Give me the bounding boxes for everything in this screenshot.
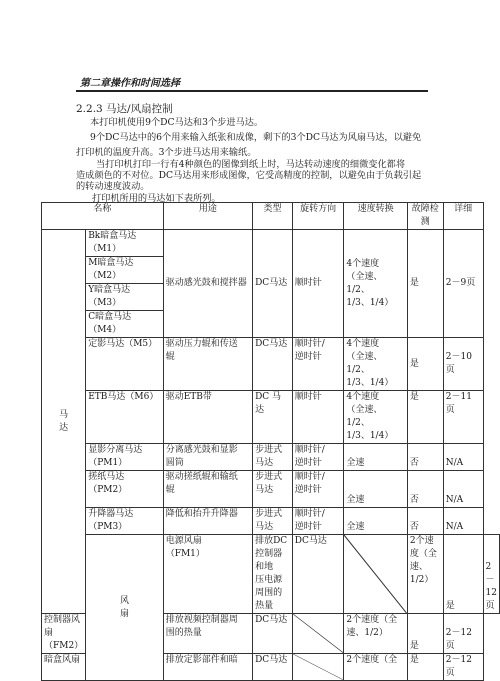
type-cell: DC马达 <box>253 654 293 681</box>
name-cell: 控制器风扇 （FM2） <box>42 614 86 654</box>
name-cell: 电源风扇 （FM1） <box>163 535 252 614</box>
table-row <box>42 230 500 257</box>
type-cell: 步进式 马达 <box>253 471 293 508</box>
name-cell: Y暗盒马达 （M3） <box>86 284 164 311</box>
use-cell: 降低和抬升升降器 <box>163 508 252 535</box>
detect-cell: 是 <box>407 338 443 391</box>
dir-cell: 顺时针 <box>292 230 344 338</box>
use-cell: 驱动ETB带 <box>163 391 252 444</box>
detect-cell: 是 <box>407 654 443 681</box>
para2-line2: 造成颜色的不对位。DC马达用来形成图像，它受高精度的控制，以避免由于负载引起 <box>76 170 422 181</box>
name-cell: 升降器马达 （PM3） <box>86 508 164 535</box>
dir-cell: 顺时针/ 逆时针 <box>292 508 344 535</box>
name-cell: 显影分离马达 （PM1） <box>86 444 164 471</box>
col-name: 名称 <box>42 203 164 230</box>
use-cell: 排放DC控制器和地 压电源周围的热量 <box>253 535 293 614</box>
detail-cell: N/A <box>443 471 483 508</box>
type-cell: DC马达 <box>253 614 293 654</box>
para2-line3: 的转动速度波动。 <box>76 181 150 192</box>
col-speed: 速度转换 <box>344 203 408 230</box>
col-detail: 详细 <box>443 203 483 230</box>
use-cell: 排放视频控制器周 围的热量 <box>163 614 252 654</box>
speed-cell: 4个速度 （全速、1/2、 1/3、1/4） <box>344 338 408 391</box>
use-cell: 排放定影部件和暗 <box>163 654 252 681</box>
use-cell: 分离感光鼓和显影 圆筒 <box>163 444 252 471</box>
speed-cell: 全速 <box>344 444 408 471</box>
diagonal-line <box>293 614 344 653</box>
table-row <box>42 535 500 614</box>
table-row <box>42 391 500 444</box>
speed-cell: 4个速度 （全速、1/2、 1/3、1/4） <box>344 230 408 338</box>
name-cell: 搓纸马达 （PM2） <box>86 471 164 508</box>
col-type: 类型 <box>253 203 293 230</box>
dir-cell: 顺时针/ 逆时针 <box>292 471 344 508</box>
detect-cell: 是 <box>407 614 443 654</box>
detect-cell: 是 <box>407 391 443 444</box>
type-cell: DC马达 <box>292 535 344 614</box>
table-row <box>42 508 500 535</box>
speed-cell: 2个速度（全 <box>344 654 408 681</box>
name-cell: C暗盒马达 （M4） <box>86 311 164 338</box>
para1-line3: 打印机的温度升高。3个步进马达用来输纸。 <box>76 147 257 158</box>
speed-cell: 2个速度（全 速、1/2） <box>407 535 443 614</box>
speed-cell: 4个速度 （全速、1/2、 1/3、1/4） <box>344 391 408 444</box>
para1-line1: 本打印机使用9个DC马达和3个步进马达。 <box>90 117 264 128</box>
dir-cell: 顺时针 <box>292 391 344 444</box>
type-cell: 步进式 马达 <box>253 508 293 535</box>
type-cell: DC马达 <box>253 338 293 391</box>
detect-cell: 是 <box>407 230 443 338</box>
detail-cell: 2－10页 <box>443 338 483 391</box>
diagonal-line <box>293 654 344 680</box>
detect-cell: 否 <box>407 508 443 535</box>
name-cell: ETB马达（M6） <box>86 391 164 444</box>
dir-cell: 顺时针/ 逆时针 <box>292 338 344 391</box>
detail-cell: 2－12页 <box>443 654 483 681</box>
chapter-header: 第二章操作和时间选择 <box>80 78 180 89</box>
table-row <box>42 338 500 391</box>
name-cell: 定影马达（M5） <box>86 338 164 391</box>
detail-cell: N/A <box>443 508 483 535</box>
speed-cell: 全速 <box>344 471 408 508</box>
para3: 打印机所用的马达如下表所列。 <box>92 193 221 204</box>
use-cell: 驱动压力辊和传送 辊 <box>163 338 252 391</box>
section-heading: 2.2.3 马达/风扇控制 <box>76 103 173 115</box>
detail-cell: 2－11页 <box>443 391 483 444</box>
name-cell: M暗盒马达 （M2） <box>86 257 164 284</box>
detect-cell: 是 <box>443 535 483 614</box>
diagonal-line <box>344 535 407 613</box>
speed-cell: 2个速度（全 速、1/2） <box>344 614 408 654</box>
group-motor-label: 马 达 <box>42 230 86 614</box>
motor-table <box>41 202 500 681</box>
detail-cell: 2－12页 <box>483 535 499 614</box>
table-row <box>42 471 500 508</box>
table-row <box>42 444 500 471</box>
use-cell: 驱动搓纸辊和输纸 辊 <box>163 471 252 508</box>
dir-empty-cell <box>344 535 408 614</box>
dir-empty-cell <box>292 614 344 654</box>
type-cell: 步进式 马达 <box>253 444 293 471</box>
detect-cell: 否 <box>407 444 443 471</box>
name-cell: 暗盒风扇 <box>42 654 86 681</box>
para1-line2: 9个DC马达中的6个用来输入纸张和成像，剩下的3个DC马达为风扇马达，以避免 <box>90 132 422 143</box>
detect-cell: 否 <box>407 471 443 508</box>
header-rule <box>76 90 428 92</box>
col-use: 用途 <box>163 203 252 230</box>
detail-cell: 2－9页 <box>443 230 483 338</box>
use-cell: 驱动感光鼓和搅拌器 <box>163 230 252 338</box>
col-direction: 旋转方向 <box>292 203 344 230</box>
type-cell: DC马达 <box>253 230 293 338</box>
group-fan-label: 风 扇 <box>86 535 164 681</box>
detail-cell: 2－12页 <box>443 614 483 654</box>
table-header-row <box>42 203 500 230</box>
dir-cell: 顺时针/ 逆时针 <box>292 444 344 471</box>
col-detect: 故障检测 <box>407 203 443 230</box>
detail-cell: N/A <box>443 444 483 471</box>
type-cell: DC 马 达 <box>253 391 293 444</box>
dir-empty-cell <box>292 654 344 681</box>
speed-cell: 全速 <box>344 508 408 535</box>
para2-line1: 当打印机打印一行有4种颜色的图像到纸上时，马达转动速度的细微变化都将 <box>96 159 406 170</box>
name-cell: Bk暗盒马达 （M1） <box>86 230 164 257</box>
